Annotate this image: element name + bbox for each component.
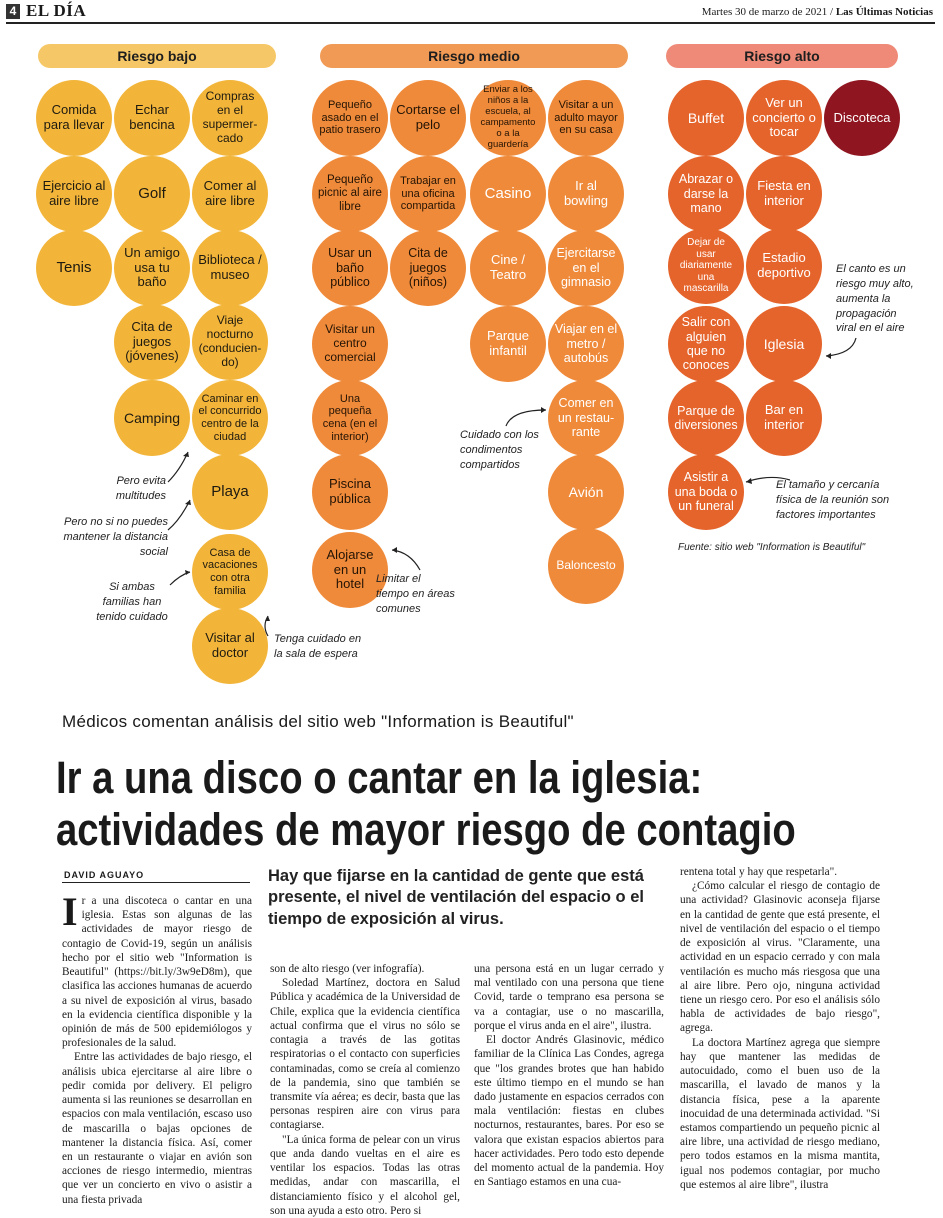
paragraph: una persona está en un lugar cerrado y mal ventilado con una persona que tiene Covid, tarde o temprano esa persona se va a contagiar, use o no mascarilla, porque el virus anda en el aire", ilustra. xyxy=(474,963,664,1032)
article-column-4 xyxy=(680,865,880,1192)
risk-circle xyxy=(192,304,268,380)
risk-circle xyxy=(114,80,190,156)
newspaper-name: Las Últimas Noticias xyxy=(835,6,933,18)
paragraph: El doctor Andrés Glasinovic, médico familiar de la Clínica Las Condes, agrega que "los grandes brotes que han habido este último tiempo en el mundo se han dado justamente en espacios cerrados con mala ventilación: fiestas en clubes nocturnos, restaurantes, bares. Por eso se valora que existan espacios abiertos para hacer actividades. Pero todo esto depende del momento actual de la pandemia. Hoy en Santiago estamos en una cua- xyxy=(474,1034,664,1189)
arrow-familias xyxy=(170,572,190,585)
risk-label: Comida para llevar xyxy=(43,102,105,132)
risk-label: Abrazar o darse la mano xyxy=(678,172,734,216)
risk-label: Piscina pública xyxy=(329,476,371,506)
risk-circle xyxy=(390,230,466,306)
risk-label: Cita de juegos (jóvenes) xyxy=(125,318,179,364)
risk-circle xyxy=(470,306,546,382)
headline-line-2: actividades de mayor riesgo de contagio xyxy=(56,804,796,855)
risk-label: Ir al bowling xyxy=(563,178,609,208)
note-sala: Tenga cuidado en la sala de espera xyxy=(274,633,362,660)
risk-circle xyxy=(192,80,268,156)
risk-label: Ver un concierto o tocar xyxy=(752,94,816,140)
risk-label: Visitar a un adulto mayor en su casa xyxy=(554,99,618,137)
risk-label: Trabajar en una oficina compartida xyxy=(400,175,456,213)
risk-label: Enviar a los niños a la escuela, al campamento o a la guardería xyxy=(480,84,536,150)
page-number: 4 xyxy=(6,4,20,19)
risk-label: Parque infantil xyxy=(487,328,529,358)
risk-circle xyxy=(668,380,744,456)
risk-circle xyxy=(548,306,624,382)
note-distancia: Pero no si no puedes mantener la distancia social xyxy=(63,516,168,558)
risk-label: Baloncesto xyxy=(556,558,616,573)
risk-circle xyxy=(668,454,744,530)
dateline xyxy=(702,6,933,18)
risk-label: Cortarse el pelo xyxy=(396,102,460,132)
risk-label: Iglesia xyxy=(763,335,805,352)
paragraph xyxy=(62,889,252,1050)
risk-label: Pequeño asado en el patio trasero xyxy=(319,99,381,137)
risk-circle xyxy=(668,306,744,382)
risk-circle xyxy=(390,156,466,232)
kicker: Médicos comentan análisis del sitio web "Information is Beautiful" xyxy=(62,712,574,731)
risk-circle xyxy=(36,80,112,156)
risk-label: Playa xyxy=(211,483,249,501)
paragraph: ¿Cómo calcular el riesgo de contagio de una actividad? Glasinovic aconseja fijarse en la cantidad de gente que está presente, el nivel de ventilación del espacio o el tiempo de exposición al virus. "Claramente, una actividad en un espacio cerrado y con mala ventilación es mucho más riesgosa que una al aire libre. Pero ojo, ninguna actividad tiene un riesgo cero. Por eso el análisis sólo habla de actividades de bajo riesgo", agrega. xyxy=(680,880,880,1035)
risk-label: Caminar en el concurrido centro de la ciudad xyxy=(198,392,262,443)
byline-rule xyxy=(62,882,250,883)
risk-circle xyxy=(192,230,268,306)
risk-circle xyxy=(548,528,624,604)
risk-label: Visitar un centro comercial xyxy=(324,322,376,364)
note-condimentos: Cuidado con los condimentos compartidos xyxy=(460,429,539,471)
risk-label: Alojarse en un hotel xyxy=(326,546,374,592)
paragraph-text: r a una discoteca o cantar en una iglesia. Estas son algunas de las actividades de mayor riesgo de contagio de Covid-19, según un análisis hecho por el sitio web "Information is Beautiful" (https://bit.ly/3w9eD8m), que clasifica las acciones humanas de acuerdo a su nivel de exposición al virus, basado en la evidencia científica disponible y la opinión de más de 500 epidemiólogos y profesionales de la salud. xyxy=(62,895,252,1050)
risk-circle xyxy=(470,156,546,232)
dateline-separator: / xyxy=(830,6,834,18)
risk-circle xyxy=(192,156,268,232)
risk-circle xyxy=(192,380,268,456)
article-column-2 xyxy=(270,962,460,1218)
risk-label: Biblioteca / museo xyxy=(198,252,262,282)
risk-label: Estadio deportivo xyxy=(757,250,811,280)
category-medium: Riesgo medio xyxy=(320,44,628,68)
risk-label: Camping xyxy=(123,409,181,426)
risk-circle xyxy=(746,306,822,382)
risk-label: Un amigo usa tu baño xyxy=(124,244,180,290)
paragraph: Soledad Martínez, doctora en Salud Pública y académica de la Universidad de Chile, explica que la evidencia científica actual confirma que el virus no sólo se contagia a través de las gotitas respiratorias o el contacto con superficies contaminadas, como se creía al comienzo de la pandemia, sino que también se transmite vía aérea; es decir, basta que las personas respiren aire con virus para contagiarse. xyxy=(270,977,460,1132)
risk-circle xyxy=(668,80,744,156)
article-column-3 xyxy=(474,962,664,1190)
note-canto: El canto es un riesgo muy alto, aumenta la propagación viral en el aire xyxy=(836,263,914,335)
risk-label: Tenis xyxy=(56,259,92,277)
risk-label: Discoteca xyxy=(833,109,891,125)
risk-label: Visitar al doctor xyxy=(205,630,255,660)
risk-label: Echar bencina xyxy=(129,102,175,132)
paragraph: son de alto riesgo (ver infografía). xyxy=(270,963,425,975)
risk-circle xyxy=(36,230,112,306)
risk-circle xyxy=(312,156,388,232)
risk-circle xyxy=(36,156,112,232)
headline-line-1: Ir a una disco o cantar en la iglesia: xyxy=(56,752,703,803)
risk-label: Fiesta en interior xyxy=(757,178,811,208)
note-evita: Pero evita multitudes xyxy=(115,475,166,502)
risk-circle xyxy=(192,608,268,684)
byline: DAVID AGUAYO xyxy=(64,870,145,880)
category-high: Riesgo alto xyxy=(666,44,898,68)
risk-circle xyxy=(470,230,546,306)
risk-circle xyxy=(746,380,822,456)
risk-circle xyxy=(746,80,822,156)
risk-label: Salir con alguien que no conoces xyxy=(681,315,731,373)
article-column-1 xyxy=(62,889,252,1207)
risk-label: Golf xyxy=(138,185,166,203)
date: Martes 30 de marzo de 2021 xyxy=(701,6,828,18)
section-name: EL DÍA xyxy=(26,1,87,20)
risk-label: Bar en interior xyxy=(764,402,804,432)
risk-label: Cita de juegos (niños) xyxy=(408,246,448,290)
header-rule xyxy=(6,22,935,24)
risk-circle xyxy=(114,156,190,232)
risk-circle xyxy=(548,80,624,156)
risk-label: Dejar de usar diariamente una mascarilla xyxy=(679,237,733,295)
note-tamano: El tamaño y cercanía física de la reunión son factores importantes xyxy=(776,479,890,521)
risk-label: Asistir a una boda o un funeral xyxy=(674,470,738,514)
risk-circle xyxy=(114,230,190,306)
risk-circle xyxy=(192,534,268,610)
risk-circle xyxy=(668,156,744,232)
risk-label: Ejercicio al aire libre xyxy=(42,178,106,208)
paragraph: rentena total y hay que respetarla". xyxy=(680,866,838,878)
drop-cap: I xyxy=(62,889,78,934)
risk-circle xyxy=(470,80,546,156)
category-low: Riesgo bajo xyxy=(38,44,276,68)
risk-label: Una pequeña cena (en el interior) xyxy=(322,392,378,443)
risk-label: Comer al aire libre xyxy=(203,178,257,208)
arrow-canto xyxy=(826,338,856,356)
risk-label: Casino xyxy=(484,185,532,203)
note-familias: Si ambas familias han tenido cuidado xyxy=(96,581,168,623)
risk-circle xyxy=(746,156,822,232)
paragraph: La doctora Martínez agrega que siempre hay que mantener las medidas de autocuidado, como el buen uso de la mascarilla, el lavado de manos y la distancia física, pese a la aparente inocuidad de una determinada actividad. "Si estamos compartiendo un pequeño picnic al aire libre, una actividad de riesgo mediano, pero todos estamos en la misma mantita, igual nos podemos contagiar, por mucho que estemos al aire libre", ilustra xyxy=(680,1036,880,1191)
risk-circle xyxy=(548,454,624,530)
arrow-distancia xyxy=(168,500,190,530)
risk-label: Buffet xyxy=(687,109,725,126)
risk-circle xyxy=(312,454,388,530)
risk-circle xyxy=(548,230,624,306)
risk-circle xyxy=(312,306,388,382)
arrow-evita xyxy=(168,452,188,482)
note-limitar: Limitar el tiempo en áreas comunes xyxy=(376,573,455,615)
risk-circle xyxy=(548,380,624,456)
risk-circle xyxy=(824,80,900,156)
risk-circle xyxy=(548,156,624,232)
arrow-limitar xyxy=(392,550,420,570)
risk-label: Cine / Teatro xyxy=(489,252,527,282)
risk-label: Usar un baño público xyxy=(328,246,372,290)
arrow-condimentos xyxy=(506,410,546,426)
risk-label: Viaje nocturno (conducien-do) xyxy=(198,313,262,369)
risk-circle xyxy=(390,80,466,156)
risk-label: Avión xyxy=(568,483,604,500)
deck: Hay que fijarse en la cantidad de gente que está presente, el nivel de ventilación del espacio o el tiempo de exposición al virus. xyxy=(268,867,644,928)
risk-label: Casa de vacaciones con otra familia xyxy=(202,546,258,597)
risk-circle xyxy=(668,228,744,304)
risk-label: Parque de diversiones xyxy=(674,403,738,432)
risk-label: Ejercitarse en el gimnasio xyxy=(556,246,616,290)
paragraph: Entre las actividades de bajo riesgo, el análisis ubica ejercitarse al aire libre o pedir comida por delivery. El peligro aumenta si las reuniones se desarrollan en espacios con mala ventilación, escaso uso de mascarilla o bajas opciones de mantener la distancia física. Así, comer en un restaurante o viajar en avión son acciones de riesgo intermedio, mientras que ver un concierto en vivo o asistir a una fiesta privada xyxy=(62,1051,252,1206)
risk-circle xyxy=(312,80,388,156)
risk-circle xyxy=(312,380,388,456)
paragraph: "La única forma de pelear con un virus que anda dando vueltas en el aire es ventilar los espacios. Todas las otras medidas, andar con mascarilla, el distanciamiento físico y el alcohol gel, son una ayuda a esto otro. Pero si xyxy=(270,1133,460,1217)
risk-circle xyxy=(114,380,190,456)
risk-label: Viajar en el metro / autobús xyxy=(554,322,618,366)
risk-label: Pequeño picnic al aire libre xyxy=(318,174,382,213)
risk-circle xyxy=(312,230,388,306)
headline xyxy=(56,752,796,856)
risk-label: Comer en un restau-rante xyxy=(557,396,615,440)
risk-label: Compras en el supermer-cado xyxy=(202,89,258,145)
risk-circle xyxy=(114,304,190,380)
source-credit: Fuente: sitio web "Information is Beautiful" xyxy=(678,542,866,553)
risk-circle xyxy=(746,228,822,304)
risk-circle xyxy=(192,454,268,530)
